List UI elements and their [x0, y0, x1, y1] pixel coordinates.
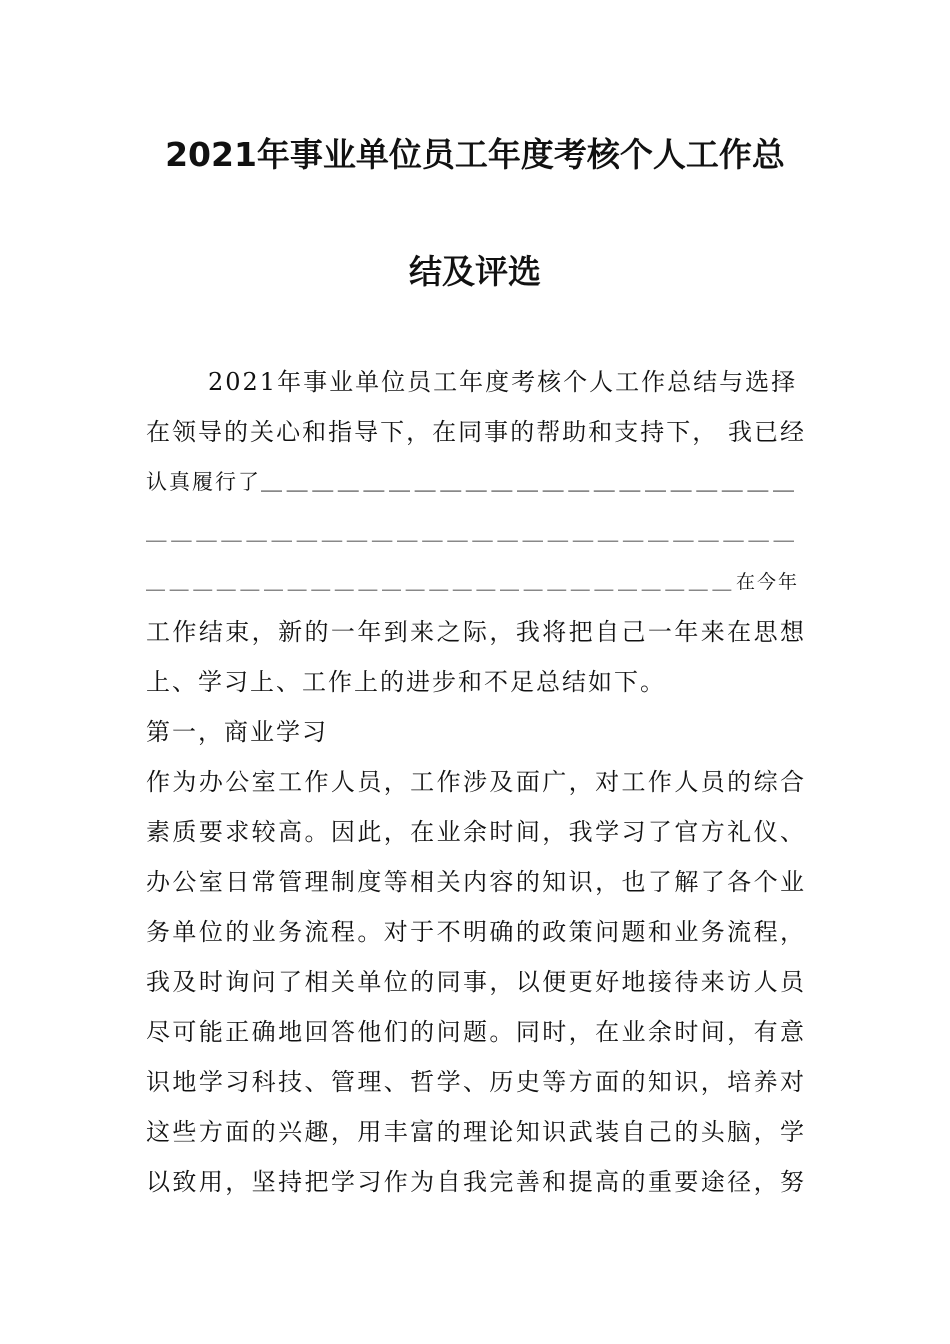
section-heading-1: 第一，商业学习 — [146, 718, 328, 746]
paragraph-line-1: 2021年事业单位员工年度考核个人工作总结与选择 — [208, 368, 798, 396]
fill-in-blank-1: ＿＿＿＿＿＿＿＿＿＿＿＿＿＿＿＿＿＿＿＿＿ — [261, 470, 799, 494]
paragraph-line-14: 尽可能正确地回答他们的问题。同时，在业余时间，有意 — [146, 1018, 806, 1046]
paragraph-line-2: 在领导的关心和指导下，在同事的帮助和支持下， 我已经 — [146, 418, 806, 446]
document-body — [146, 357, 806, 1207]
paragraph-line-12: 务单位的业务流程。对于不明确的政策问题和业务流程， — [146, 918, 806, 946]
fill-in-blank-3: ＿＿＿＿＿＿＿＿＿＿＿＿＿＿＿＿＿＿＿＿＿＿＿＿＿ — [146, 571, 737, 593]
paragraph-line-15: 识地学习科技、管理、哲学、历史等方面的知识，培养对 — [146, 1068, 806, 1096]
paragraph-line-3-text: 认真履行了 — [146, 470, 261, 494]
paragraph-line-5 — [146, 557, 806, 607]
paragraph-line-13: 我及时询问了相关单位的同事，以便更好地接待来访人员 — [146, 968, 806, 996]
paragraph-line-16: 这些方面的兴趣，用丰富的理论知识武装自己的头脑，学 — [146, 1118, 806, 1146]
paragraph-line-4 — [146, 507, 806, 557]
fill-in-blank-2: ＿＿＿＿＿＿＿＿＿＿＿＿＿＿＿＿＿＿＿＿＿＿＿＿＿＿ — [146, 520, 799, 544]
paragraph-line-5-text: 在今年 — [736, 571, 800, 593]
document-title-line-2: 结及评选 — [409, 252, 541, 291]
paragraph-line-10: 素质要求较高。因此，在业余时间，我学习了官方礼仪、 — [146, 818, 806, 846]
paragraph-line-9: 作为办公室工作人员，工作涉及面广，对工作人员的综合 — [146, 768, 806, 796]
paragraph-line-7: 上、学习上、工作上的进步和不足总结如下。 — [146, 668, 666, 696]
paragraph-line-3 — [146, 457, 806, 507]
paragraph-line-17: 以致用，坚持把学习作为自我完善和提高的重要途径，努 — [146, 1168, 806, 1196]
document-title-line-1: 2021年事业单位员工年度考核个人工作总 — [165, 135, 785, 174]
paragraph-line-11: 办公室日常管理制度等相关内容的知识，也了解了各个业 — [146, 868, 806, 896]
paragraph-line-6: 工作结束，新的一年到来之际，我将把自己一年来在思想 — [146, 618, 806, 646]
